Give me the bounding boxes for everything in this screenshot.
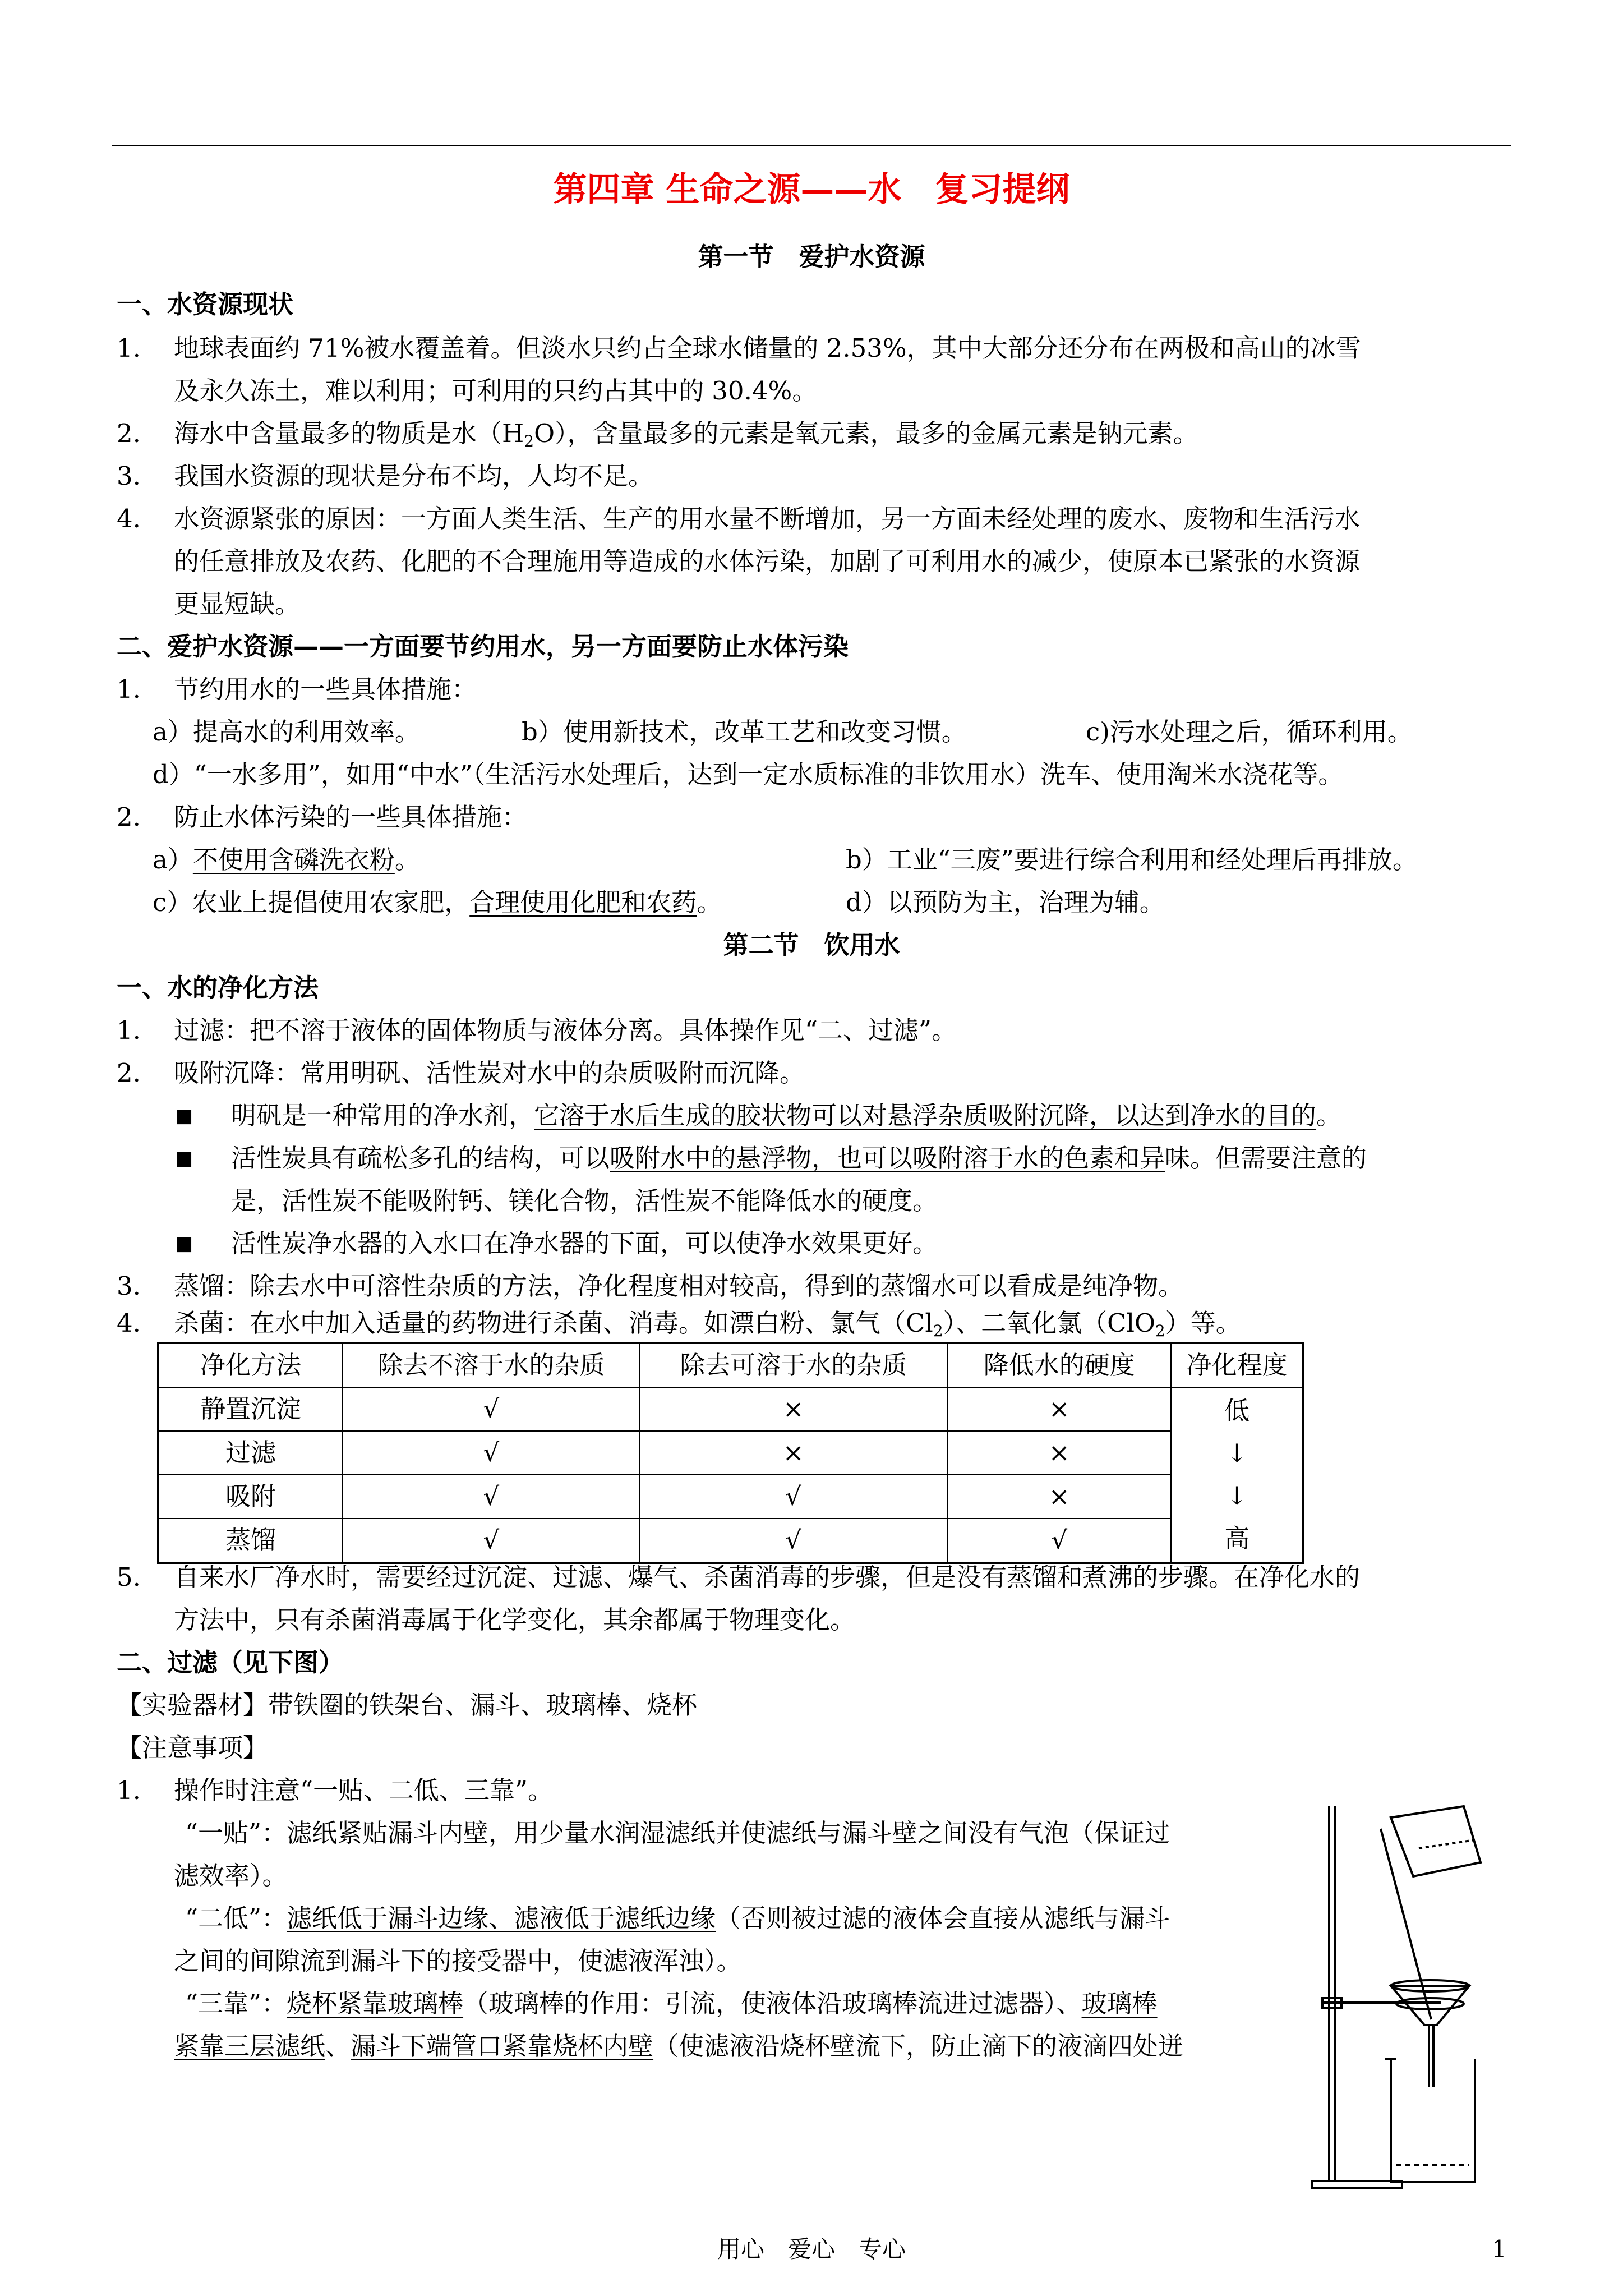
paragraph-line: 的任意排放及农药、化肥的不合理施用等造成的水体污染，加剧了可利用水的减少，使原本已紧张的水资源 [174,546,1361,576]
item-number: 1. [117,1015,141,1045]
paragraph-line: 及永久冻土，难以利用；可利用的只约占其中的 30.4%。 [174,376,818,406]
paragraph-line: 之间的间隙流到漏斗下的接受器中，使滤液浑浊）。 [174,1946,742,1976]
heading-filtration: 二、过滤（见下图） [117,1648,344,1677]
page-number: 1 [1492,2235,1507,2263]
table-cell: 蒸馏 [158,1519,343,1563]
heading-purification: 一、水的净化方法 [117,973,319,1002]
item-number: 3. [117,461,141,491]
heading-water-status: 一、水资源现状 [117,289,294,319]
bullet-line: 是，活性炭不能吸附钙、镁化合物，活性炭不能降低水的硬度。 [231,1186,938,1216]
table-row [158,1431,1303,1475]
paragraph-line: 方法中，只有杀菌消毒属于化学变化，其余都属于物理变化。 [174,1605,856,1635]
prevent-c: c）农业上提倡使用农家肥，合理使用化肥和农药。 [153,887,722,917]
paragraph-line: 节约用水的一些具体措施： [174,674,477,704]
measure-c: c)污水处理之后，循环利用。 [1086,717,1413,747]
table-cell: √ [343,1519,639,1563]
footer-motto: 用心 爱心 专心 [717,2235,906,2263]
item-number: 2. [117,802,141,832]
item-number: 1. [117,333,141,363]
table-cell: √ [639,1519,947,1563]
table-header: 降低水的硬度 [947,1343,1171,1387]
paragraph-line: 滤效率）。 [174,1861,288,1890]
table-header-row [158,1343,1303,1387]
header-rule [112,145,1511,146]
notes-heading: 【注意事项】 [117,1733,269,1763]
paragraph-line: “一贴”：滤纸紧贴漏斗内壁，用少量水润湿滤纸并使滤纸与漏斗壁之间没有气泡（保证过 [185,1818,1170,1848]
table-header: 除去不溶于水的杂质 [343,1343,639,1387]
paragraph-line: 过滤：把不溶于液体的固体物质与液体分离。具体操作见“二、过滤”。 [174,1015,957,1045]
table-header: 净化程度 [1171,1343,1303,1387]
paragraph-line: “二低”：滤纸低于漏斗边缘、滤液低于滤纸边缘（否则被过滤的液体会直接从滤纸与漏斗 [185,1903,1170,1933]
paragraph-line: 杀菌：在水中加入适量的药物进行杀菌、消毒。如漂白粉、氯气$(Cl_2)$、二氧化氯（ClO$_2$）等。 [174,1308,1241,1340]
table-cell: √ [343,1431,639,1475]
square-bullet-icon: ■ [175,1232,193,1255]
prevent-d: d）以预防为主，治理为辅。 [846,887,1165,917]
paragraph-line: 紧靠三层滤纸、漏斗下端管口紧靠烧杯内壁（使滤液沿烧杯壁流下，防止滴下的液滴四处迸 [174,2031,1184,2061]
table-cell: × [947,1387,1171,1431]
item-number: 4. [117,504,141,533]
table-cell: 过滤 [158,1431,343,1475]
paragraph-line: 海水中含量最多的物质是水$(H_2O)$，含量最多的元素是氧元素，最多的金属元素是钠元素。 [174,418,1198,450]
table-cell: 静置沉淀 [158,1387,343,1431]
paragraph-line: 地球表面约 71%被水覆盖着。但淡水只约占全球水储量的 2.53%，其中大部分还分布在两极和高山的冰雪 [174,333,1361,363]
table-cell: × [947,1475,1171,1519]
bullet-line: 明矾是一种常用的净水剂，它溶于水后生成的胶状物可以对悬浮杂质吸附沉降，以达到净水的目的。 [231,1101,1342,1130]
paragraph-line: 自来水厂净水时，需要经过沉淀、过滤、爆气、杀菌消毒的步骤，但是没有蒸馏和煮沸的步骤。在净化水的 [174,1562,1361,1592]
prevent-a: a）不使用含磷洗衣粉。 [153,845,420,875]
table-row [158,1387,1303,1431]
table-cell: × [639,1431,947,1475]
paragraph-line: 我国水资源的现状是分布不均，人均不足。 [174,461,654,491]
bullet-line: 活性炭净水器的入水口在净水器的下面，可以使净水效果更好。 [231,1228,938,1258]
paragraph-line: “三靠”：烧杯紧靠玻璃棒（玻璃棒的作用：引流，使液体沿玻璃棒流进过滤器）、玻璃棒 [185,1989,1158,2018]
table-cell: √ [639,1475,947,1519]
arrow-down-icon: ↓ [1226,1438,1248,1468]
item-number: 2. [117,418,141,448]
table-cell: × [639,1387,947,1431]
item-number: 3. [117,1271,141,1301]
paragraph-line: 防止水体污染的一些具体措施： [174,802,528,832]
table-cell: × [947,1431,1171,1475]
heading-protect-water: 二、爱护水资源——一方面要节约用水，另一方面要防止水体污染 [117,632,849,661]
arrow-down-icon: ↓ [1226,1481,1248,1511]
purification-degree-cell [1171,1387,1303,1563]
degree-label: 高 [1224,1524,1250,1553]
measure-d: d）“一水多用”，如用“中水”（生活污水处理后，达到一定水质标准的非饮用水）洗车、使用淘米水浇花等。 [153,760,1344,789]
table-header: 除去可溶于水的杂质 [639,1343,947,1387]
table-cell: 吸附 [158,1475,343,1519]
paragraph-line: 更显短缺。 [174,589,301,619]
paragraph-line: 吸附沉降：常用明矾、活性炭对水中的杂质吸附而沉降。 [174,1058,805,1088]
item-number: 1. [117,674,141,704]
section-2-title: 第二节 饮用水 [723,930,900,960]
item-number: 1. [117,1775,141,1805]
bullet-line: 活性炭具有疏松多孔的结构，可以吸附水中的悬浮物，也可以吸附溶于水的色素和异味。但需要注意的 [231,1143,1367,1173]
square-bullet-icon: ■ [175,1147,193,1170]
item-number: 2. [117,1058,141,1088]
prevent-b: b）工业“三废”要进行综合利用和经处理后再排放。 [846,845,1418,875]
filtration-apparatus-icon [1307,1795,1542,2199]
paragraph-line: 蒸馏：除去水中可溶性杂质的方法，净化程度相对较高，得到的蒸馏水可以看成是纯净物。 [174,1271,1184,1301]
table-cell: √ [343,1475,639,1519]
page-title: 第四章 生命之源——水 复习提纲 [553,170,1070,209]
paragraph-line: 操作时注意“一贴、二低、三靠”。 [174,1775,554,1805]
item-number: 5. [117,1562,141,1592]
item-number: 4. [117,1308,141,1338]
degree-label: 低 [1224,1396,1250,1425]
table-header: 净化方法 [158,1343,343,1387]
equipment-line: 【实验器材】带铁圈的铁架台、漏斗、玻璃棒、烧杯 [117,1690,698,1720]
table-cell: √ [343,1387,639,1431]
section-1-title: 第一节 爱护水资源 [698,242,925,272]
purification-table [157,1342,1304,1564]
square-bullet-icon: ■ [175,1105,193,1127]
measure-a: a）提高水的利用效率。 [153,717,420,747]
table-row [158,1475,1303,1519]
table-cell: √ [947,1519,1171,1563]
paragraph-line: 水资源紧张的原因：一方面人类生活、生产的用水量不断增加，另一方面未经处理的废水、废物和生活污水 [174,504,1361,533]
measure-b: b）使用新技术，改革工艺和改变习惯。 [522,717,967,747]
